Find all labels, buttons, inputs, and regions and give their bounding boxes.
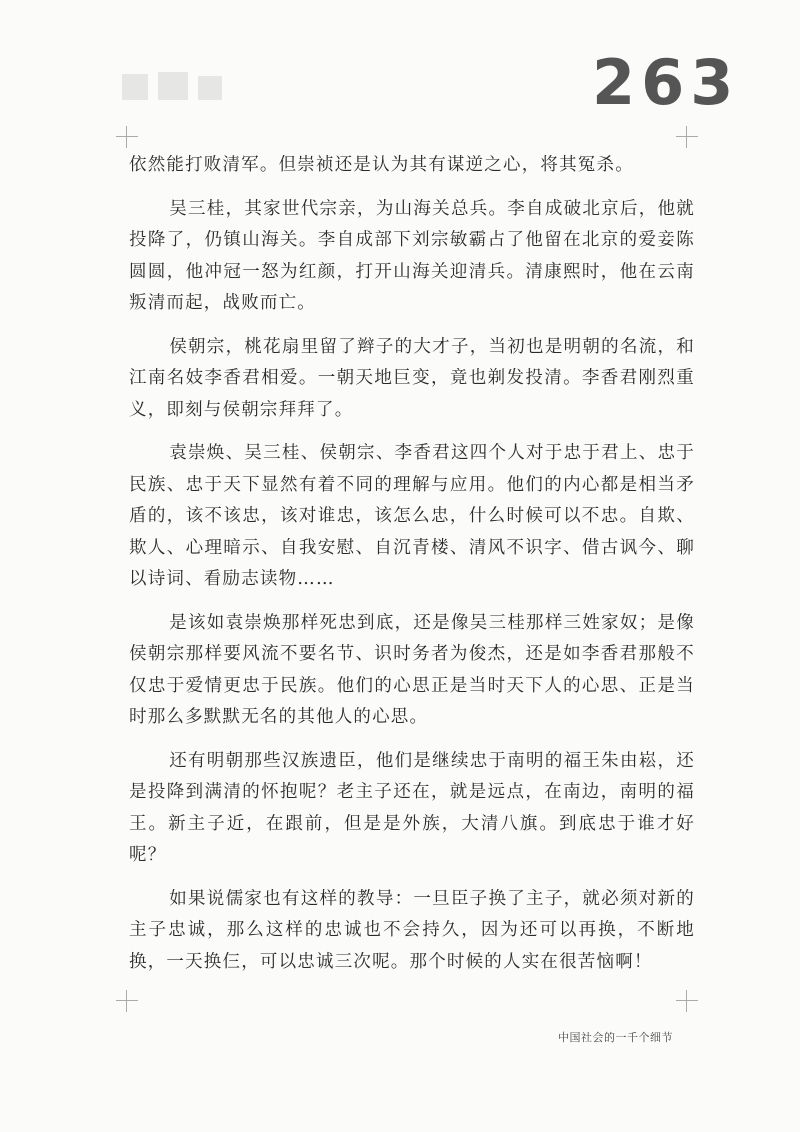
page-number: 263: [592, 46, 740, 119]
crop-mark-top-right: [676, 126, 698, 148]
paragraph: 袁崇焕、吴三桂、侯朝宗、李香君这四个人对于忠于君上、忠于民族、忠于天下显然有着不同的理解与应用。他们的内心都是相当矛盾的，该不该忠，该对谁忠，该怎么忠，什么时候可以不忠。自欺、欺人、心理暗示、自我安慰、自沉青楼、清风不识字、借古讽今、聊以诗词、看励志读物……: [129, 443, 695, 589]
crop-mark-bottom-left: [116, 990, 138, 1012]
crop-mark-top-left: [116, 126, 138, 148]
paragraph: 侯朝宗，桃花扇里留了辫子的大才子，当初也是明朝的名流，和江南名妓李香君相爱。一朝天地巨变，竟也剃发投清。李香君刚烈重义，即刻与侯朝宗拜拜了。: [129, 336, 695, 420]
faint-header-mark: [118, 66, 228, 106]
running-footer: 中国社会的一千个细节: [558, 1031, 673, 1044]
paragraph: 吴三桂，其家世代宗亲，为山海关总兵。李自成破北京后，他就投降了，仍镇山海关。李自成部下刘宗敏霸占了他留在北京的爱妾陈圆圆，他冲冠一怒为红颜，打开山海关迎清兵。清康熙时，他在云南叛清而起，战败而亡。: [129, 198, 695, 313]
paragraph: 是该如袁崇焕那样死忠到底，还是像吴三桂那样三姓家奴；是像侯朝宗那样要风流不要名节、识时务者为俊杰，还是如李香君那般不仅忠于爱情更忠于民族。他们的心思正是当时天下人的心思、正是当时那么多默默无名的其他人的心思。: [129, 612, 695, 727]
body-text: [129, 150, 695, 990]
crop-mark-bottom-right: [676, 990, 698, 1012]
paragraph: 依然能打败清军。但崇祯还是认为其有谋逆之心，将其冤杀。: [129, 155, 634, 175]
paragraph: 还有明朝那些汉族遗臣，他们是继续忠于南明的福王朱由崧，还是投降到满清的怀抱呢？老主子还在，就是远点，在南边，南明的福王。新主子近，在跟前，但是是外族，大清八旗。到底忠于谁才好呢？: [129, 750, 695, 865]
paragraph: 如果说儒家也有这样的教导：一旦臣子换了主子，就必须对新的主子忠诚，那么这样的忠诚也不会持久，因为还可以再换，不断地换，一天换仨，可以忠诚三次呢。那个时候的人实在很苦恼啊！: [129, 888, 695, 972]
